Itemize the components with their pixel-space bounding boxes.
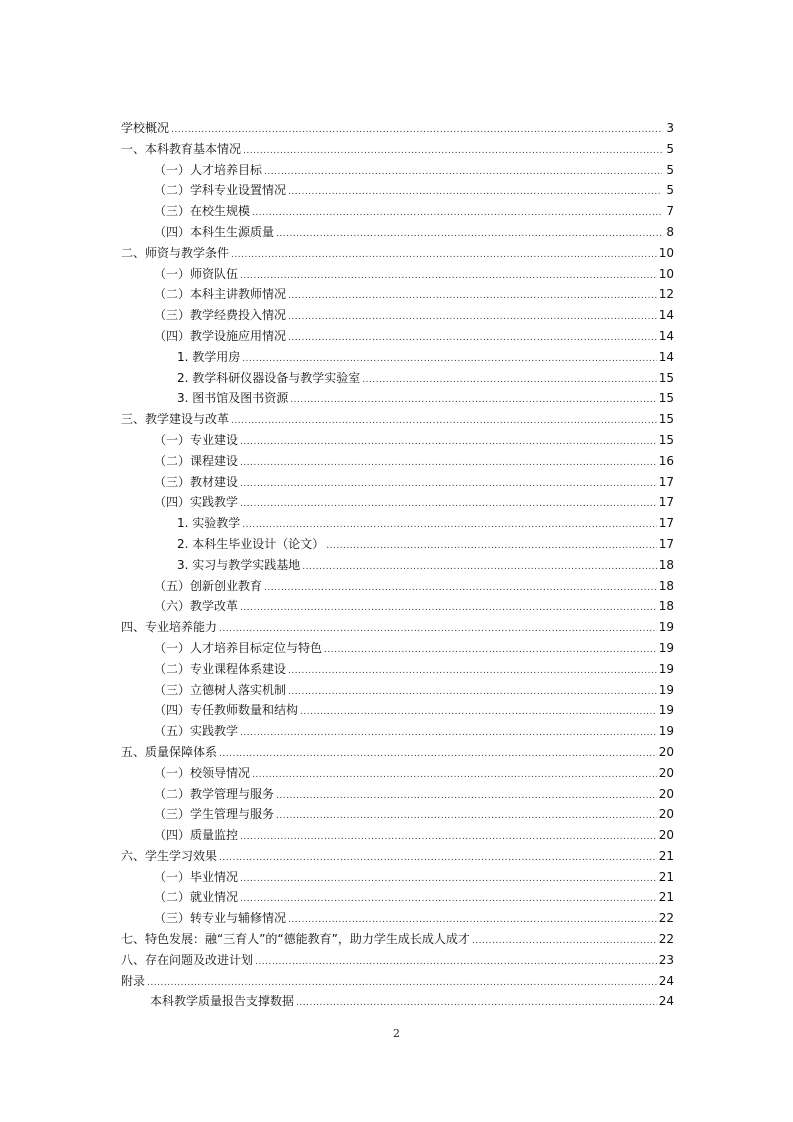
toc-dot-leader [290,390,656,411]
toc-dot-leader [300,702,657,723]
toc-entry[interactable] [121,700,674,721]
toc-dot-leader [288,286,657,307]
toc-entry-label: （二）专业课程体系建设 [154,661,287,676]
toc-entry-page: 10 [658,245,674,260]
toc-entry-page: 20 [658,828,674,843]
toc-entry[interactable] [121,305,674,326]
toc-entry[interactable] [121,617,674,638]
toc-dot-leader [288,328,657,349]
toc-entry-page: 21 [658,848,674,863]
toc-entry-page: 15 [658,412,674,427]
toc-entry-page: 12 [658,287,674,302]
toc-entry-label: 1. 教学用房 [177,349,241,364]
toc-entry[interactable] [121,638,674,659]
toc-entry[interactable] [121,284,674,305]
toc-dot-leader [219,744,657,765]
toc-entry-label: （一）专业建设 [154,432,239,447]
toc-entry-page: 19 [658,682,674,697]
toc-entry[interactable] [121,596,674,617]
toc-dot-leader [240,432,657,453]
toc-entry-page: 18 [658,557,674,572]
toc-entry[interactable] [121,222,674,243]
toc-entry-label: 六、学生学习效果 [121,848,218,863]
toc-dot-leader [147,973,657,994]
toc-entry-page: 14 [658,328,674,343]
toc-entry[interactable] [121,430,674,451]
toc-dot-leader [288,661,657,682]
toc-entry-page: 18 [658,599,674,614]
toc-dot-leader [264,578,657,599]
toc-entry-label: （四）专任教师数量和结构 [154,703,299,718]
toc-entry-label: 四、专业培养能力 [121,620,218,635]
toc-entry-label: （一）人才培养目标定位与特色 [154,640,323,655]
toc-entry[interactable] [121,846,674,867]
toc-entry-label: （三）学生管理与服务 [154,807,275,822]
toc-entry[interactable] [121,950,674,971]
toc-entry-label: 五、质量保障体系 [121,744,218,759]
toc-entry[interactable] [121,180,674,201]
toc-entry-page: 15 [658,391,674,406]
toc-dot-leader [240,453,657,474]
toc-entry-page: 17 [658,474,674,489]
toc-entry[interactable] [121,201,674,222]
toc-entry-page: 15 [658,432,674,447]
toc-entry-page: 5 [666,183,674,198]
toc-entry[interactable] [121,472,674,493]
toc-entry-page: 19 [658,724,674,739]
toc-entry-page: 22 [658,911,674,926]
toc-entry[interactable] [121,825,674,846]
toc-entry-label: （二）本科主讲教师情况 [154,287,287,302]
toc-entry-label: （二）教学管理与服务 [154,786,275,801]
toc-dot-leader [302,557,656,578]
toc-dot-leader [288,182,662,203]
toc-entry-label: （三）教学经费投入情况 [154,308,287,323]
toc-dot-leader [240,827,657,848]
toc-entry[interactable] [121,451,674,472]
toc-entry[interactable] [121,243,674,264]
toc-entry-label: （一）毕业情况 [154,869,239,884]
toc-entry-page: 14 [658,308,674,323]
toc-entry[interactable] [121,368,674,389]
toc-dot-leader [240,598,657,619]
toc-entry[interactable] [121,555,674,576]
toc-entry-page: 19 [658,640,674,655]
toc-entry-label: 二、师资与教学条件 [121,245,230,260]
toc-entry-page: 18 [658,578,674,593]
toc-entry-page: 8 [666,224,674,239]
toc-entry-label: 一、本科教育基本情况 [121,141,242,156]
toc-entry-page: 16 [658,453,674,468]
toc-entry-label: 1. 实验教学 [177,516,241,531]
toc-entry[interactable] [121,991,674,1012]
toc-entry[interactable] [121,867,674,888]
toc-entry-page: 10 [658,266,674,281]
toc-dot-leader [240,889,657,910]
toc-entry-page: 15 [658,370,674,385]
toc-dot-leader [255,952,657,973]
toc-dot-leader [252,203,662,224]
toc-entry-page: 5 [666,141,674,156]
toc-entry-page: 19 [658,620,674,635]
toc-dot-leader [252,765,657,786]
toc-entry-label: （一）人才培养目标 [154,162,263,177]
toc-entry[interactable] [121,971,674,992]
toc-entry[interactable] [121,534,674,555]
toc-dot-leader [219,848,657,869]
page-number: 2 [393,1027,400,1040]
toc-entry-label: 附录 [121,973,146,988]
toc-entry[interactable] [121,513,674,534]
toc-entry-page: 20 [658,807,674,822]
toc-dot-leader [276,786,657,807]
toc-entry[interactable] [121,659,674,680]
toc-entry[interactable] [121,929,674,950]
toc-entry-label: （四）实践教学 [154,495,239,510]
toc-entry-page: 7 [666,204,674,219]
toc-entry-label: （三）立德树人落实机制 [154,682,287,697]
toc-entry-label: 七、特色发展：融“三育人”的“德能教育”，助力学生成长成人成才 [121,932,470,947]
toc-entry-page: 21 [658,869,674,884]
toc-dot-leader [240,723,657,744]
toc-dot-leader [324,640,657,661]
toc-entry-page: 22 [658,932,674,947]
toc-dot-leader [326,536,656,557]
toc-entry-page: 17 [658,495,674,510]
toc-entry[interactable] [121,887,674,908]
toc-entry-label: （四）质量监控 [154,828,239,843]
toc-entry[interactable] [121,347,674,368]
toc-dot-leader [240,869,657,890]
toc-entry-page: 20 [658,786,674,801]
toc-entry-page: 17 [658,516,674,531]
toc-entry-label: （三）教材建设 [154,474,239,489]
toc-entry-page: 24 [658,994,674,1009]
toc-entry[interactable] [121,118,674,139]
toc-entry-page: 5 [666,162,674,177]
toc-entry[interactable] [121,492,674,513]
toc-entry-label: （四）本科生生源质量 [154,224,275,239]
toc-entry[interactable] [121,160,674,181]
toc-entry-label: （五）创新创业教育 [154,578,263,593]
toc-dot-leader [243,141,662,162]
toc-entry[interactable] [121,721,674,742]
toc-entry-page: 23 [658,952,674,967]
toc-dot-leader [362,370,656,391]
toc-entry[interactable] [121,326,674,347]
toc-entry-page: 14 [658,349,674,364]
toc-entry-label: （三）在校生规模 [154,204,251,219]
toc-dot-leader [240,266,657,287]
toc-dot-leader [242,515,656,536]
toc-entry-label: 2. 教学科研仪器设备与教学实验室 [177,370,361,385]
toc-entry-label: 三、教学建设与改革 [121,412,230,427]
toc-dot-leader [231,411,657,432]
toc-entry-page: 19 [658,661,674,676]
toc-dot-leader [288,910,657,931]
toc-dot-leader [242,349,656,370]
toc-entry-page: 20 [658,744,674,759]
table-of-contents [121,118,674,1012]
toc-dot-leader [288,682,657,703]
toc-dot-leader [296,993,657,1014]
toc-dot-leader [288,307,657,328]
toc-entry-page: 21 [658,890,674,905]
toc-entry-label: 学校概况 [121,121,170,135]
toc-entry[interactable] [121,409,674,430]
toc-dot-leader [276,806,657,827]
toc-entry-label: （二）就业情况 [154,890,239,905]
toc-entry-page: 20 [658,765,674,780]
toc-entry-label: （二）课程建设 [154,453,239,468]
toc-dot-leader [276,224,662,245]
toc-entry-label: 本科教学质量报告支撑数据 [150,994,295,1009]
toc-entry-label: （六）教学改革 [154,599,239,614]
toc-entry-label: 3. 实习与教学实践基地 [177,557,301,572]
toc-entry[interactable] [121,784,674,805]
toc-entry[interactable] [121,742,674,763]
toc-entry-label: （五）实践教学 [154,724,239,739]
toc-entry[interactable] [121,680,674,701]
toc-entry-label: 3. 图书馆及图书资源 [177,391,289,406]
toc-dot-leader [472,931,657,952]
toc-dot-leader [264,162,662,183]
toc-entry-page: 24 [658,973,674,988]
toc-dot-leader [219,619,657,640]
toc-entry-label: （二）学科专业设置情况 [154,183,287,198]
toc-entry-label: （三）转专业与辅修情况 [154,911,287,926]
toc-dot-leader [231,245,657,266]
toc-entry-page: 19 [658,703,674,718]
toc-entry-label: （一）校领导情况 [154,765,251,780]
toc-entry-label: （一）师资队伍 [154,266,239,281]
toc-dot-leader [240,474,657,495]
toc-entry[interactable] [121,804,674,825]
toc-entry[interactable] [121,908,674,929]
toc-entry-label: （四）教学设施应用情况 [154,328,287,343]
toc-entry[interactable] [121,763,674,784]
toc-entry-label: 八、存在问题及改进计划 [121,952,254,967]
toc-entry[interactable] [121,139,674,160]
toc-entry-page: 17 [658,536,674,551]
toc-entry[interactable] [121,264,674,285]
toc-entry-page: 3 [666,121,674,135]
toc-dot-leader [171,120,662,141]
toc-entry[interactable] [121,388,674,409]
toc-entry[interactable] [121,576,674,597]
toc-dot-leader [240,494,657,515]
toc-entry-label: 2. 本科生毕业设计（论文） [177,536,325,551]
